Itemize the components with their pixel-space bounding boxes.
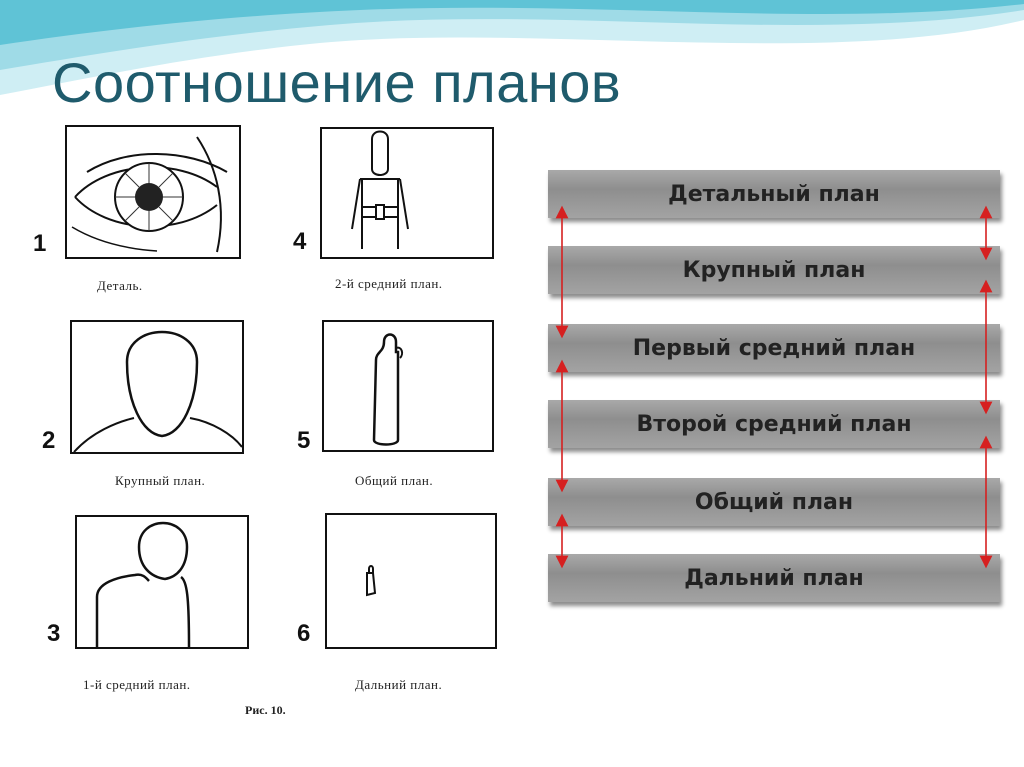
panel-number: 4 — [293, 228, 307, 255]
shot-scale-diagram — [520, 150, 1020, 630]
panel-caption: Деталь. — [97, 278, 143, 293]
panel-caption: 2-й средний план. — [335, 276, 443, 291]
page-title: Соотношение планов — [52, 51, 622, 114]
head-drawing — [72, 322, 242, 452]
panel-caption: Общий план. — [355, 473, 434, 488]
panel-number: 6 — [297, 620, 311, 647]
panel-number: 3 — [47, 620, 61, 647]
figure-caption: Рис. 10. — [245, 703, 286, 717]
panel-long-shot — [325, 513, 497, 649]
figure-drawing — [327, 515, 495, 647]
figure-drawing — [77, 517, 247, 647]
panel-general — [322, 320, 494, 452]
scale-bar-second-medium: Второй средний план — [548, 400, 1000, 448]
panel-number: 1 — [33, 230, 47, 257]
shot-sizes-illustration — [25, 115, 525, 725]
panel-caption: Крупный план. — [115, 473, 206, 488]
panel-second-medium — [320, 127, 494, 259]
panel-close-up — [70, 320, 244, 454]
eye-drawing — [67, 127, 239, 257]
scale-bar-general: Общий план — [548, 478, 1000, 526]
panel-first-medium — [75, 515, 249, 649]
panel-caption: 1-й средний план. — [83, 677, 191, 692]
panel-number: 5 — [297, 427, 311, 454]
scale-bar-detail: Детальный план — [548, 170, 1000, 218]
range-arrows — [520, 150, 1020, 630]
scale-bar-close-up: Крупный план — [548, 246, 1000, 294]
figure-drawing — [322, 129, 492, 257]
panel-caption: Дальний план. — [355, 677, 443, 692]
figure-drawing — [324, 322, 492, 450]
scale-bar-first-medium: Первый средний план — [548, 324, 1000, 372]
panel-number: 2 — [42, 427, 56, 454]
panel-detail — [65, 125, 241, 259]
scale-bar-long-shot: Дальний план — [548, 554, 1000, 602]
